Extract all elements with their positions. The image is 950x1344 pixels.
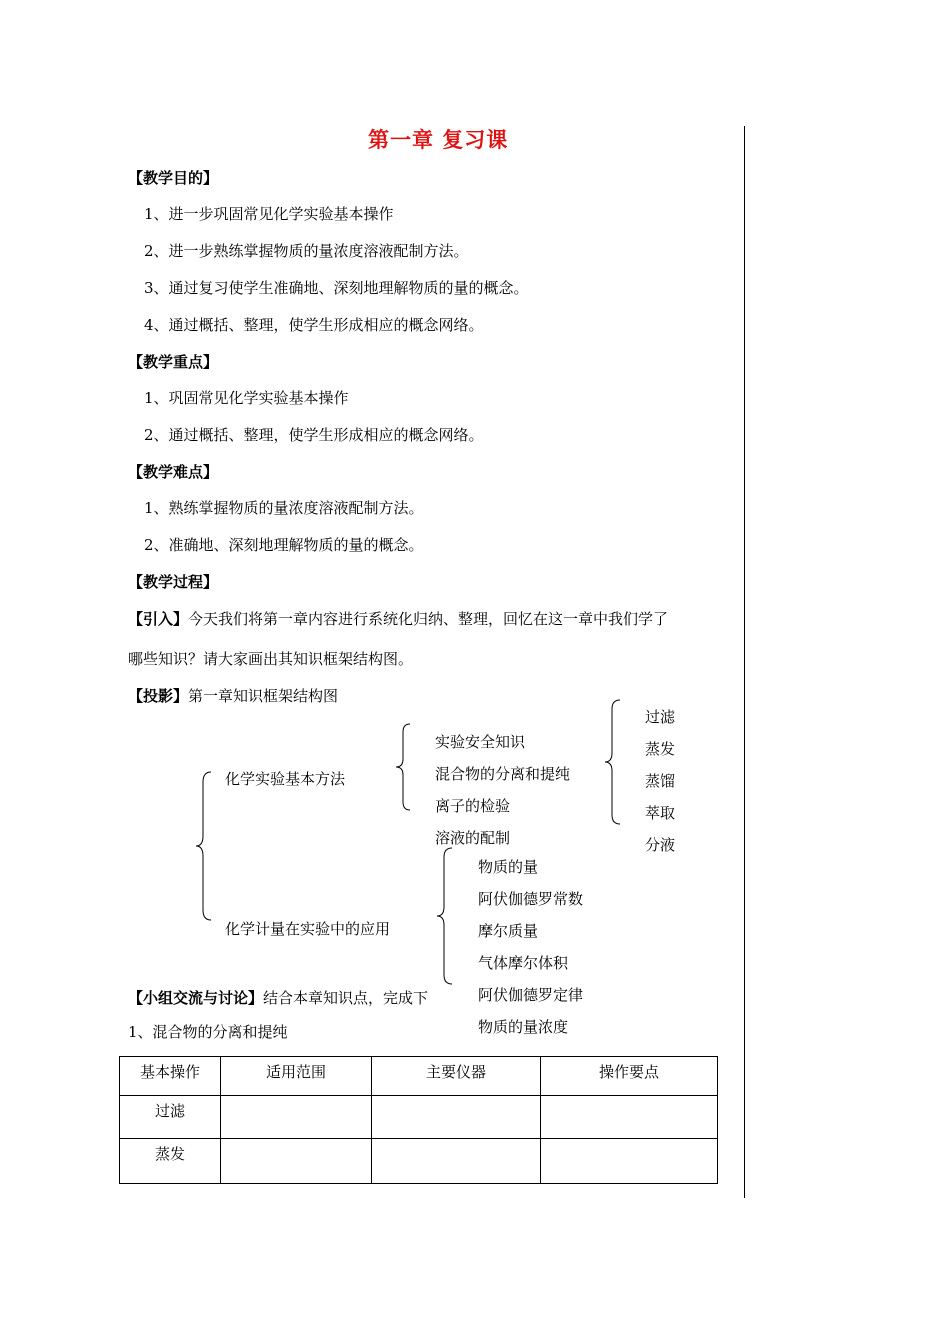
branch-chemical-measurement: 化学计量在实验中的应用 (225, 920, 391, 938)
key-point-item: 2、通过概括、整理，使学生形成相应的概念网络。 (144, 426, 484, 444)
objective-item: 3、通过复习使学生准确地、深刻地理解物质的量的概念。 (144, 279, 529, 297)
intro-label: 【引入】 (128, 610, 189, 628)
projection-line (128, 685, 338, 706)
measurement-item: 气体摩尔体积 (478, 954, 569, 972)
method-item: 混合物的分离和提纯 (435, 765, 571, 783)
method-item: 实验安全知识 (435, 733, 526, 751)
projection-label: 【投影】 (128, 687, 189, 705)
intro-line-1 (128, 608, 668, 629)
table-cell (541, 1139, 718, 1184)
projection-text: 第一章知识框架结构图 (188, 687, 339, 705)
separation-item: 萃取 (645, 804, 676, 822)
difficulty-item: 2、准确地、深刻地理解物质的量的概念。 (144, 536, 424, 554)
key-points-heading: 【教学重点】 (128, 353, 219, 371)
process-heading: 【教学过程】 (128, 573, 219, 591)
measurement-brace (436, 846, 456, 986)
branch-experiment-methods: 化学实验基本方法 (225, 770, 346, 788)
separation-brace (604, 698, 624, 826)
measurement-item: 摩尔质量 (478, 922, 539, 940)
difficulties-heading: 【教学难点】 (128, 463, 219, 481)
measurement-item: 物质的量浓度 (478, 1018, 569, 1036)
method-item: 离子的检验 (435, 797, 511, 815)
measurement-item: 阿伏伽德罗定律 (478, 986, 584, 1004)
method-brace (394, 722, 414, 812)
main-brace (195, 770, 215, 922)
discussion-label: 【小组交流与讨论】 (128, 989, 264, 1007)
objective-item: 2、进一步熟练掌握物质的量浓度溶液配制方法。 (144, 242, 469, 260)
discussion-line (128, 987, 428, 1008)
intro-text: 今天我们将第一章内容进行系统化归纳、整理，回忆在这一章中我们学了 (188, 610, 669, 628)
measurement-item: 物质的量 (478, 858, 539, 876)
objective-item: 4、通过概括、整理，使学生形成相应的概念网络。 (144, 316, 484, 334)
table-cell: 过滤 (120, 1096, 221, 1139)
separation-item: 过滤 (645, 708, 676, 726)
table-row (120, 1139, 718, 1184)
table-header-row (120, 1057, 718, 1096)
table-cell (372, 1096, 541, 1139)
table-header-cell: 主要仪器 (372, 1057, 541, 1096)
separation-item: 蒸发 (645, 740, 676, 758)
table-row (120, 1096, 718, 1139)
separation-item: 分液 (645, 836, 676, 854)
key-point-item: 1、巩固常见化学实验基本操作 (144, 389, 349, 407)
table-cell (221, 1139, 372, 1184)
difficulty-item: 1、熟练掌握物质的量浓度溶液配制方法。 (144, 499, 424, 517)
method-item: 溶液的配制 (435, 829, 511, 845)
table-cell: 蒸发 (120, 1139, 221, 1184)
measurement-item: 阿伏伽德罗常数 (478, 890, 584, 908)
separation-table (119, 1056, 718, 1184)
table-cell (372, 1139, 541, 1184)
table-header-cell: 操作要点 (541, 1057, 718, 1096)
page-title: 第一章 复习课 (368, 127, 509, 152)
intro-line-2: 哪些知识？请大家画出其知识框架结构图。 (128, 650, 414, 668)
table-cell (221, 1096, 372, 1139)
objectives-heading: 【教学目的】 (128, 169, 219, 187)
table-header-cell: 适用范围 (221, 1057, 372, 1096)
objective-item: 1、进一步巩固常见化学实验基本操作 (144, 205, 394, 223)
discussion-text: 结合本章知识点，完成下 (263, 989, 429, 1007)
page-margin-line (744, 126, 745, 1198)
table-cell (541, 1096, 718, 1139)
table-header-cell: 基本操作 (120, 1057, 221, 1096)
section-subheading: 1、混合物的分离和提纯 (128, 1023, 288, 1041)
separation-item: 蒸馏 (645, 772, 676, 790)
